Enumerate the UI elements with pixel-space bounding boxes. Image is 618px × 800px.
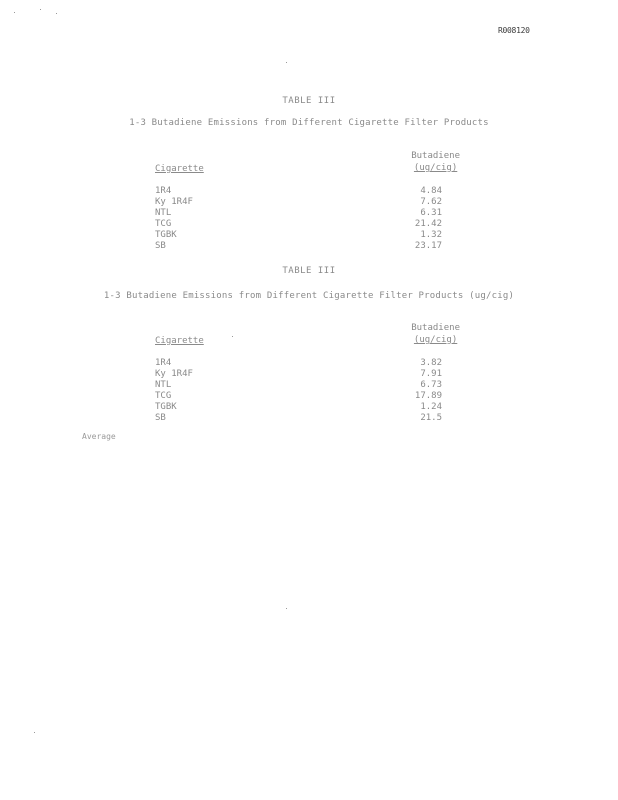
table1-caption: 1-3 Butadiene Emissions from Different Cigarette Filter Products [129, 118, 489, 128]
butadiene-value: 6.31 [420, 208, 442, 218]
cigarette-name: TCG [155, 219, 172, 229]
butadiene-value: 17.89 [414, 391, 442, 401]
cigarette-name: TGBK [155, 402, 177, 412]
table-row [155, 358, 460, 369]
table2-col-butadiene-header [411, 322, 460, 346]
cigarette-name: Ky 1R4F [155, 197, 193, 207]
table-row [155, 208, 460, 219]
table2 [155, 322, 460, 424]
table1-body [155, 186, 460, 252]
butadiene-value: 3.82 [420, 358, 442, 368]
table1-col-cigarette-header: Cigarette [155, 164, 204, 174]
table1-col-butadiene-header [411, 150, 460, 174]
table2-caption: 1-3 Butadiene Emissions from Different Cigarette Filter Products (ug/cig) [103, 291, 515, 301]
footnote: Average [82, 432, 116, 441]
cigarette-name: SB [155, 413, 166, 423]
table-row [155, 230, 460, 241]
scan-speck [56, 13, 57, 14]
cigarette-name: NTL [155, 380, 172, 390]
table1-col-header-line1: Butadiene [411, 151, 460, 161]
scan-speck [286, 608, 287, 609]
table-row [155, 241, 460, 252]
butadiene-value: 21.42 [414, 219, 442, 229]
table-row [155, 402, 460, 413]
table1-header [155, 150, 460, 174]
table2-body [155, 358, 460, 424]
scan-speck [40, 9, 41, 10]
table-row [155, 391, 460, 402]
table-row [155, 197, 460, 208]
table-row [155, 413, 460, 424]
butadiene-value: 7.62 [420, 197, 442, 207]
cigarette-name: 1R4 [155, 358, 172, 368]
scan-speck [14, 12, 15, 13]
butadiene-value: 23.17 [414, 241, 442, 251]
cigarette-name: NTL [155, 208, 172, 218]
scan-speck [34, 732, 35, 733]
table1 [155, 150, 460, 252]
table2-col-cigarette-header: Cigarette [155, 336, 204, 346]
table2-col-header-line2: (ug/cig) [413, 335, 458, 345]
butadiene-value: 4.84 [420, 186, 442, 196]
table-row [155, 369, 460, 380]
scan-speck [232, 336, 233, 337]
document-id: R008120 [498, 26, 530, 35]
cigarette-name: Ky 1R4F [155, 369, 193, 379]
cigarette-name: TCG [155, 391, 172, 401]
table1-col-header-line2: (ug/cig) [413, 163, 458, 173]
table2-title: TABLE III [282, 266, 336, 276]
table2-header [155, 322, 460, 346]
scan-speck [286, 62, 287, 63]
cigarette-name: SB [155, 241, 166, 251]
table-row [155, 186, 460, 197]
butadiene-value: 1.32 [420, 230, 442, 240]
butadiene-value: 1.24 [420, 402, 442, 412]
table-row [155, 219, 460, 230]
table2-col-header-line1: Butadiene [411, 323, 460, 333]
butadiene-value: 6.73 [420, 380, 442, 390]
butadiene-value: 21.5 [420, 413, 442, 423]
cigarette-name: 1R4 [155, 186, 172, 196]
butadiene-value: 7.91 [420, 369, 442, 379]
cigarette-name: TGBK [155, 230, 177, 240]
table-row [155, 380, 460, 391]
table1-title: TABLE III [282, 96, 336, 106]
